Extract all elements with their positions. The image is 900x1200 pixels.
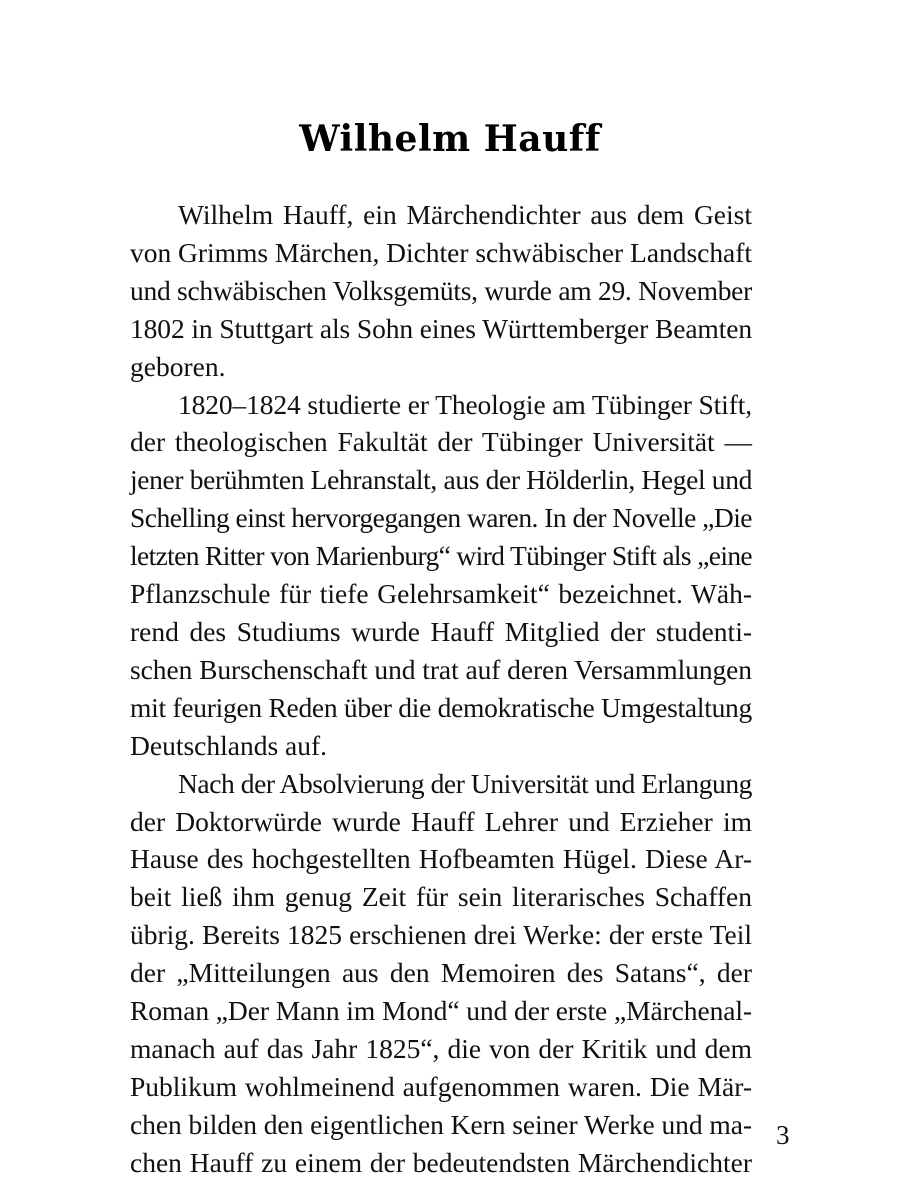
text-line: Roman „Der Mann im Mond“ und der erste „Märchenal- xyxy=(130,995,752,1027)
page-number: 3 xyxy=(776,1120,790,1150)
text-line: 1820–1824 studierte er Theologie am Tübinger Stift, xyxy=(178,388,752,420)
text-line: Wilhelm Hauff, ein Märchendichter aus dem Geist xyxy=(178,199,752,230)
text-line: der Doktorwürde wurde Hauff Lehrer und Erzieher im xyxy=(130,805,752,837)
text-line: Schelling einst hervorgegangen waren. In der Novelle „Die xyxy=(130,502,752,534)
text-line: 1802 in Stuttgart als Sohn eines Württemberger Beamten xyxy=(130,312,752,344)
page-title: Wilhelm Hauff xyxy=(299,118,601,160)
paragraph-3 xyxy=(130,765,752,1182)
text-line: von Grimms Märchen, Dichter schwäbischer Landschaft xyxy=(130,236,752,268)
text-line: schen Burschenschaft und trat auf deren Versammlungen xyxy=(130,653,752,685)
text-line: übrig. Bereits 1825 erschienen drei Werke: der erste Teil xyxy=(130,919,752,951)
body-text xyxy=(130,196,752,1182)
text-line: geboren. xyxy=(130,350,226,382)
text-line: Hause des hochgestellten Hofbeamten Hügel. Diese Ar- xyxy=(130,843,752,875)
text-line: letzten Ritter von Marienburg“ wird Tübinger Stift als „eine xyxy=(130,540,752,572)
text-line: der theologischen Fakultät der Tübinger Universität — xyxy=(130,426,752,458)
text-line: Publikum wohlmeinend aufgenommen waren. Die Mär- xyxy=(130,1070,752,1102)
text-line: chen Hauff zu einem der bedeutendsten Märchendichter xyxy=(130,1146,752,1178)
text-line: und schwäbischen Volksgemüts, wurde am 29. November xyxy=(130,274,752,306)
text-line: der „Mitteilungen aus den Memoiren des Satans“, der xyxy=(130,957,752,989)
text-line: beit ließ ihm genug Zeit für sein literarisches Schaffen xyxy=(130,881,752,913)
text-line: chen bilden den eigentlichen Kern seiner Werke und ma- xyxy=(130,1108,752,1140)
text-line: Nach der Absolvierung der Universität und Erlangung xyxy=(178,767,752,799)
text-line: jener berühmten Lehranstalt, aus der Hölderlin, Hegel und xyxy=(130,464,752,496)
paragraph-1 xyxy=(130,196,752,386)
text-line: Pflanzschule für tiefe Gelehrsamkeit“ bezeichnet. Wäh- xyxy=(130,578,752,610)
paragraph-2 xyxy=(130,386,752,765)
text-line: rend des Studiums wurde Hauff Mitglied der studenti- xyxy=(130,615,752,647)
text-line: manach auf das Jahr 1825“, die von der Kritik und dem xyxy=(130,1032,752,1064)
text-line: mit feurigen Reden über die demokratische Umgestaltung xyxy=(130,691,752,723)
text-line: Deutschlands auf. xyxy=(130,729,328,761)
